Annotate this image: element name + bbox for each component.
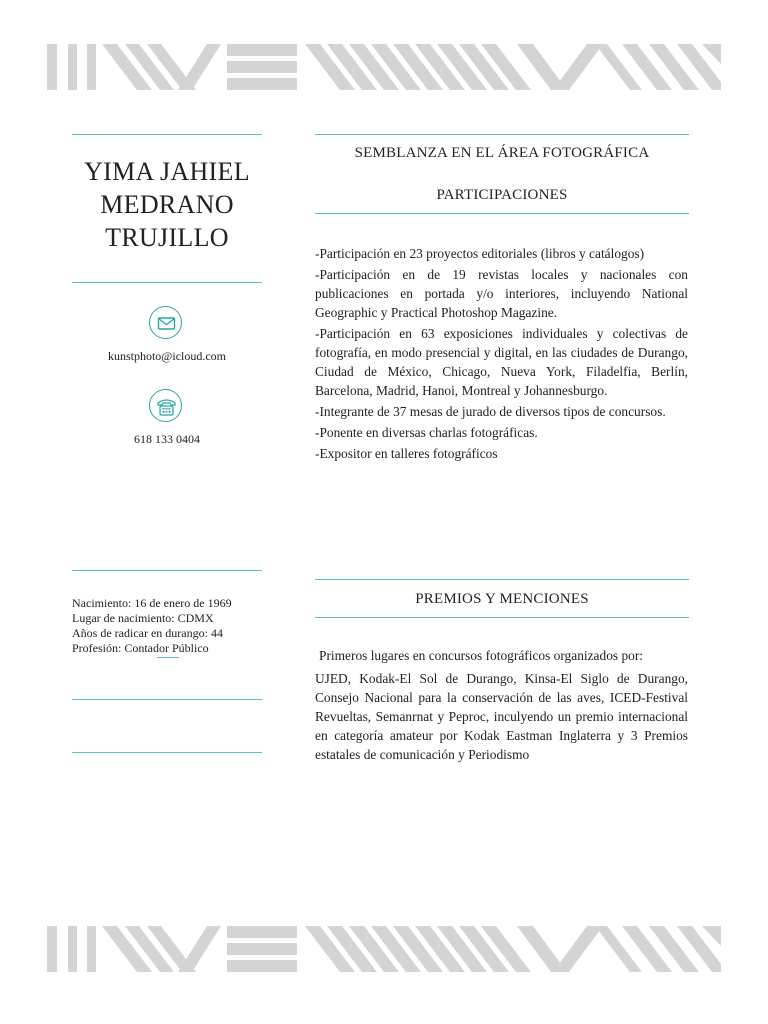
premios-text: UJED, Kodak-El Sol de Durango, Kinsa-El Siglo de Durango, Consejo Nacional para la conservación de las aves, ICED-Festival Revueltas, Semanrnat y Peproc, inculyendo un premio internacional en categoría amateur por Kodak Eastman Inglaterra y 3 Premios estatales de comunicación y Periodismo bbox=[315, 671, 688, 762]
personal-info bbox=[72, 596, 267, 656]
list-item: -Participación en 23 proyectos editoriales (libros y catálogos) bbox=[315, 246, 645, 261]
divider-left-name bbox=[72, 282, 262, 283]
name-line-3: TRUJILLO bbox=[105, 223, 229, 252]
telephone-icon bbox=[149, 389, 182, 422]
birth-date: Nacimiento: 16 de enero de 1969 bbox=[72, 596, 232, 610]
phone-text: 618 133 0404 bbox=[134, 432, 200, 446]
person-name bbox=[72, 155, 262, 254]
profession: Profesión: Contador Público bbox=[72, 641, 209, 655]
list-item: -Participación en de 19 revistas locales y nacionales con publicaciones en portada y/o interiores, incluyendo National Geographic y Practical Photoshop Magazine. bbox=[315, 267, 688, 320]
premios-title: PREMIOS Y MENCIONES bbox=[415, 591, 589, 607]
divider-left-lower-1 bbox=[72, 699, 262, 700]
participaciones-title: PARTICIPACIONES bbox=[436, 187, 568, 203]
participaciones-list bbox=[315, 244, 688, 465]
envelope-icon bbox=[149, 306, 182, 339]
divider-left-lower-2 bbox=[72, 752, 262, 753]
underline-mark bbox=[157, 657, 179, 658]
decorative-stripe-band-top bbox=[47, 44, 721, 90]
email-text: kunstphoto@icloud.com bbox=[107, 349, 227, 363]
divider-right-top bbox=[315, 134, 689, 135]
divider-left-top bbox=[72, 134, 262, 135]
name-line-2: MEDRANO bbox=[100, 190, 234, 219]
divider-premios-bottom bbox=[315, 617, 689, 618]
semblanza-title: SEMBLANZA EN EL ÁREA FOTOGRÁFICA bbox=[354, 145, 650, 161]
list-item: -Expositor en talleres fotográficos bbox=[315, 446, 498, 461]
divider-premios-top bbox=[315, 579, 689, 580]
divider-participaciones bbox=[315, 213, 689, 214]
list-item: -Ponente en diversas charlas fotográficas. bbox=[315, 425, 538, 440]
list-item: -Participación en 63 exposiciones individuales y colectivas de fotografía, en modo presencial y digital, en las ciudades de Durango, Ciudad de México, Chicago, Nueva York, Filadelfia, Berlín, Barcelona, Madrid, Hanoi, Montreal y Johannesburgo. bbox=[315, 326, 688, 398]
decorative-stripe-band-bottom bbox=[47, 926, 721, 972]
list-item: -Integrante de 37 mesas de jurado de diversos tipos de concursos. bbox=[315, 404, 666, 419]
divider-left-personal bbox=[72, 570, 262, 571]
name-line-1: YIMA JAHIEL bbox=[84, 157, 250, 186]
years-residence: Años de radicar en durango: 44 bbox=[72, 626, 223, 640]
premios-intro: Primeros lugares en concursos fotográficos organizados por: bbox=[319, 648, 644, 663]
birth-place: Lugar de nacimiento: CDMX bbox=[72, 611, 214, 625]
